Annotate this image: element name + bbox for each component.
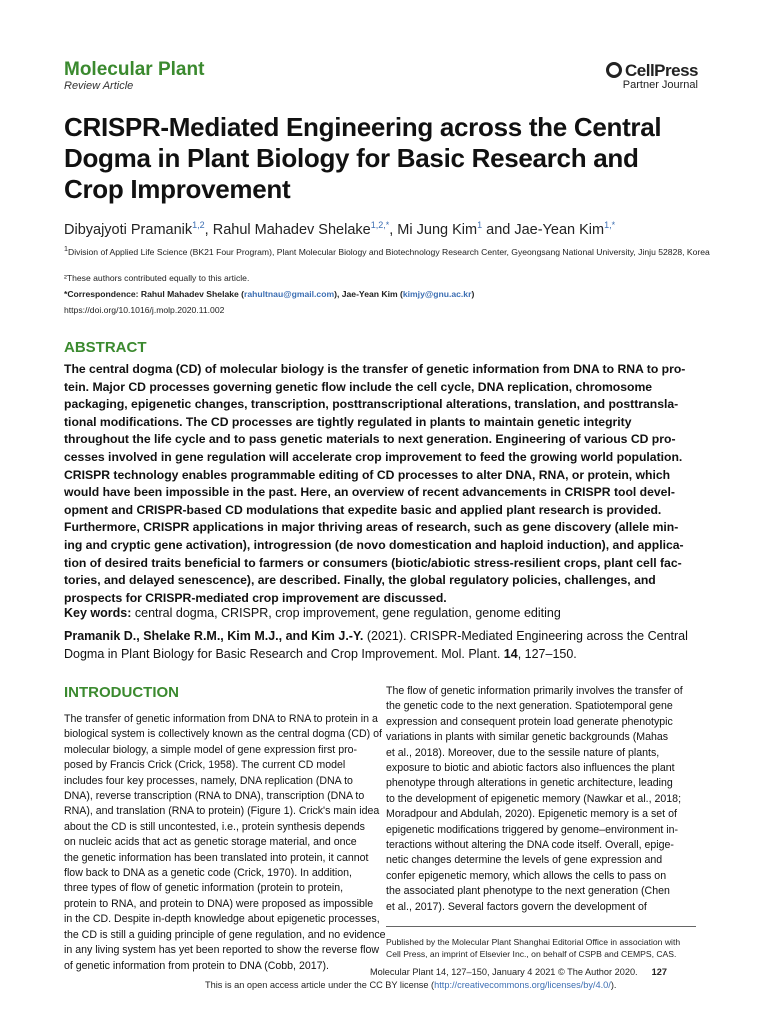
body-line: The transfer of genetic information from DNA to RNA to protein in a [64,713,378,725]
body-line: Moradpour and Abdulah, 2020). Epigenetic memory is a set of [386,808,677,821]
keywords [64,606,561,620]
body-line: of genetic information from protein to DNA (Cobb, 2017). [64,959,329,972]
introduction-heading: INTRODUCTION [64,684,179,701]
author-superscript[interactable]: 1 [477,220,483,230]
body-line: about the CD is still uncontested, i.e., protein synthesis depends [64,820,365,833]
email-link[interactable]: rahultnau@gmail.com [244,289,335,299]
article-title [64,112,714,205]
abstract-line: The central dogma (CD) of molecular biology is the transfer of genetic information from DNA to RNA to pro- [64,362,686,376]
correspondence-label: *Correspondence: Rahul Mahadev Shelake ( [64,289,245,299]
body-line: confer epigenetic memory, which allows the cells to pass on [386,869,667,882]
body-line: epigenetic modifications triggered by genome–environment in- [386,823,679,836]
body-line: DNA), reverse transcription (RNA to DNA), transcription (DNA to [64,790,365,803]
abstract-line: ing and cryptic gene activation), introgression (de novo domestication and haploid induction), and applica- [64,537,684,552]
body-line: on nucleic acids that act as genetic storage material, and once [64,836,357,849]
body-line: posed by Francis Crick (Crick, 1958). The current CD model [64,759,346,772]
footer-license [205,980,616,990]
body-line: phenotype through alterations in genetic architecture, leading [386,777,673,790]
page-number: 127 [651,967,667,977]
email-link[interactable]: kimjy@gnu.ac.kr [402,289,472,299]
body-line: three types of flow of genetic information (protein to protein, [64,882,344,895]
cellpress-logo [606,61,698,81]
body-line: exposure to biotic and abiotic factors also influences the plant [386,762,675,775]
correspondence-end: ) [471,289,475,299]
citation [64,628,688,663]
body-line: molecular biology, a simple model of gene expression first pro- [64,743,358,756]
body-line: et al., 2017). Several factors govern the development of [386,900,647,913]
divider [386,926,696,927]
body-line: biological system is collectively known as the central dogma (CD) of [64,728,382,741]
author-name: Mi Jung Kim [397,221,478,238]
citation-volume: 14 [503,646,518,661]
keywords-label: Key words: [64,606,132,620]
cellpress-mark-icon [606,62,622,78]
abstract-line: would have been impossible in the past. Here, an overview of recent advancements in CRISPR tool devel- [64,485,675,500]
citation-authors: Pramanik D., Shelake R.M., Kim M.J., and Kim J.-Y. [64,629,364,643]
abstract-line: prospects for CRISPR-mediated crop improvement are discussed. [64,590,447,605]
body-line: et al., 2018). Moreover, due to the sessile nature of plants, [386,746,660,759]
article-type: Review Article [64,80,134,92]
abstract-body [64,361,704,607]
affiliation-superscript: 1 [64,245,68,253]
body-line: includes four key processes, namely, DNA replication (DNA to [64,774,353,787]
body-column-right [386,684,691,915]
body-line: the associated plant phenotype to the next generation (Chen [386,885,670,898]
author-superscript[interactable]: 1,2 [192,220,205,230]
abstract-line: CRISPR technology enables programmable editing of CD processes to alter DNA, RNA, or protein, which [64,467,671,482]
abstract-line: Furthermore, CRISPR applications in major thriving areas of research, such as gene discovery (allele min- [64,520,679,535]
body-line: variations in plants with similar genetic backgrounds (Mahas [386,731,669,744]
author-name: Dibyajyoti Pramanik [64,221,193,238]
abstract-heading: ABSTRACT [64,339,147,356]
abstract-line: tional modifications. The CD processes are tightly regulated in plants to maintain genetic integrity [64,414,632,429]
correspondence [64,288,474,300]
partner-journal-label: Partner Journal [622,79,698,91]
affiliation-text: Division of Applied Life Science (BK21 Four Program), Plant Molecular Biology and Biotechnology Research Center, Gyeongsang National University, Jinju 52828, Korea [67,246,710,257]
keywords-text: central dogma, CRISPR, crop improvement, gene regulation, genome editing [134,606,561,620]
footer-text: Molecular Plant 14, 127–150, January 4 2021 © The Author 2020. [370,967,638,977]
abstract-line: tein. Major CD processes governing genetic flow include the cell cycle, DNA replication, chromosome [64,379,653,394]
equal-contribution-note: ²These authors contributed equally to this article. [64,273,250,283]
license-text-end: ). [610,980,617,990]
citation-text: (2021). CRISPR-Mediated Engineering across the Central [366,629,688,643]
body-line: teractions without altering the DNA code itself. Overall, epige- [386,839,674,852]
doi-link[interactable]: https://doi.org/10.1016/j.molp.2020.11.002 [64,305,225,315]
body-line: protein to RNA, and protein to DNA) were proposed as impossible [64,897,374,910]
license-link[interactable]: http://creativecommons.org/licenses/by/4.0/ [434,980,611,990]
abstract-line: opment and CRISPR-based CD modulations that expedite basic and applied plant research is provided. [64,502,662,517]
footer-citation [370,967,667,977]
body-line: the CD is still a guiding principle of gene regulation, and no evidence [64,928,386,941]
body-line: expression and consequent protein load generate phenotypic [386,715,673,728]
author-superscript[interactable]: 1,2,* [370,220,390,230]
title-line: Crop Improvement [64,174,291,204]
publisher-note-line: Cell Press, an imprint of Elsevier Inc., on behalf of CSPB and CEMPS, CAS. [386,949,677,959]
body-line: flow back to DNA as a genetic code (Crick, 1970). In addition, [64,867,352,880]
title-line: CRISPR-Mediated Engineering across the Central [64,112,662,142]
title-line: Dogma in Plant Biology for Basic Research and [64,143,639,173]
body-line: to the development of epigenetic memory (Nawkar et al., 2018; [386,792,682,805]
journal-name: Molecular Plant [64,59,205,80]
publisher-note-line: Published by the Molecular Plant Shanghai Editorial Office in association with [386,937,681,947]
abstract-line: packaging, epigenetic changes, transcription, posttranscriptional alterations, translation, and posttransla- [64,397,679,412]
abstract-line: cesses involved in gene regulation will accelerate crop improvement to feed the growing world population. [64,449,683,464]
body-line: The flow of genetic information primarily involves the transfer of [386,685,683,697]
author-list: Dibyajyoti Pramanik$^{1,2}$, Rahul Mahadev Shelake$^{1,2,*}$, Mi Jung Kim$^1$ and Jae-Yean Kim$^{1,*}$ [64,220,616,238]
abstract-line: throughout the life cycle and to pass genetic materials to next generation. Engineering of various CD pro- [64,432,676,447]
abstract-line: tion of desired traits beneficial to farmers or consumers (biotic/abiotic stress-resilient crops, plant cell fac- [64,555,682,570]
body-line: the genetic code to the next generation. Spatiotemporal gene [386,700,673,713]
citation-text: Dogma in Plant Biology for Basic Research and Crop Improvement. Mol. Plant. [64,646,501,661]
body-line: the genetic information has been translated into protein, it cannot [64,851,369,864]
author-superscript[interactable]: 1,* [604,220,616,230]
citation-pages: , 127–150. [517,646,577,661]
correspondence-separator: ), Jae-Yean Kim ( [334,289,403,299]
author-name: and Jae-Yean Kim [486,221,605,238]
affiliation [64,243,714,258]
body-line: in the CD. Despite in-depth knowledge about epigenetic processes, [64,913,380,926]
publisher-logo-block [606,61,698,91]
body-line: netic changes determine the levels of gene expression and [386,854,663,867]
body-line: RNA), and translation (RNA to protein) (Figure 1). Crick's main idea [64,805,380,818]
publisher-note [386,936,680,960]
body-column-left [64,712,386,974]
body-line: in any living system has yet been reported to show the reverse flow [64,944,380,957]
author-name: Rahul Mahadev Shelake [212,221,371,238]
license-text: This is an open access article under the CC BY license ( [205,980,435,990]
cellpress-logo-text: CellPress [625,61,698,80]
abstract-line: tories, and delayed senescence), are described. Finally, the global regulatory policies, challenges, and [64,573,656,588]
